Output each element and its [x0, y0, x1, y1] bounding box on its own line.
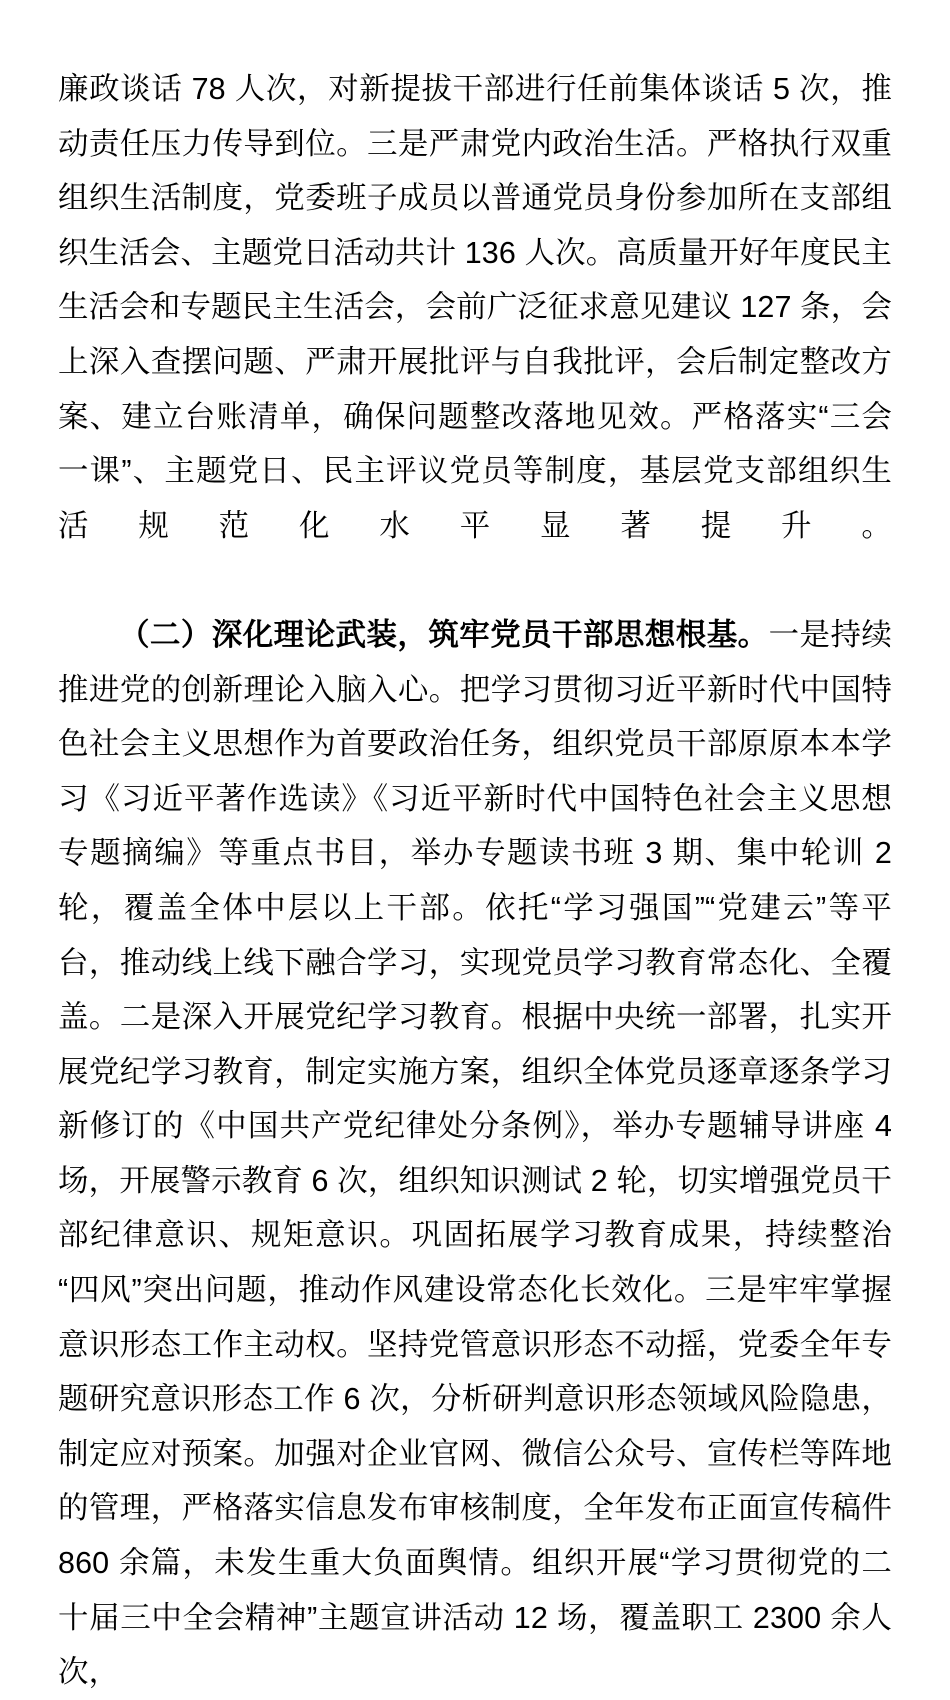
- paragraph-continuation: [58, 62, 892, 608]
- section-heading: （二）深化理论武装，筑牢党员干部思想根基。: [119, 617, 769, 652]
- section-body-text: 一是持续推进党的创新理论入脑入心。把学习贯彻习近平新时代中国特色社会主义思想作为首要政治任务，组织党员干部原原本本学习《习近平著作选读》《习近平新时代中国特色社会主义思想专题摘编》等重点书目，举办专题读书班 3 期、集中轮训 2 轮，覆盖全体中层以上干部。依托“学习强国”“党建云”等平台，推动线上线下融合学习，实现党员学习教育常态化、全覆盖。二是深入开展党纪学习教育。根据中央统一部署，扎实开展党纪学习教育，制定实施方案，组织全体党员逐章逐条学习新修订的《中国共产党纪律处分条例》，举办专题辅导讲座 4 场，开展警示教育 6 次，组织知识测试 2 轮，切实增强党员干部纪律意识、规矩意识。巩固拓展学习教育成果，持续整治“四风”突出问题，推动作风建设常态化长效化。三是牢牢掌握意识形态工作主动权。坚持党管意识形态不动摇，党委全年专题研究意识形态工作 6 次，分析研判意识形态领域风险隐患，制定应对预案。加强对企业官网、微信公众号、宣传栏等阵地的管理，严格落实信息发布审核制度，全年发布正面宣传稿件 860 余篇，未发生重大负面舆情。组织开展“学习贯彻党的二十届三中全会精神”主题宣讲活动 12 场，覆盖职工 2300 余人次，: [58, 617, 892, 1690]
- paragraph-section-two: [58, 608, 892, 1700]
- document-body: [58, 62, 892, 1700]
- paragraph-continuation-text: 廉政谈话 78 人次，对新提拔干部进行任前集体谈话 5 次，推动责任压力传导到位。三是严肃党内政治生活。严格执行双重组织生活制度，党委班子成员以普通党员身份参加所在支部组织生活会、主题党日活动共计 136 人次。高质量开好年度民主生活会和专题民主生活会，会前广泛征求意见建议 127 条，会上深入查摆问题、严肃开展批评与自我批评，会后制定整改方案、建立台账清单，确保问题整改落地见效。严格落实“三会一课”、主题党日、民主评议党员等制度，基层党支部组织生活规范化水平显著提升。: [58, 72, 892, 543]
